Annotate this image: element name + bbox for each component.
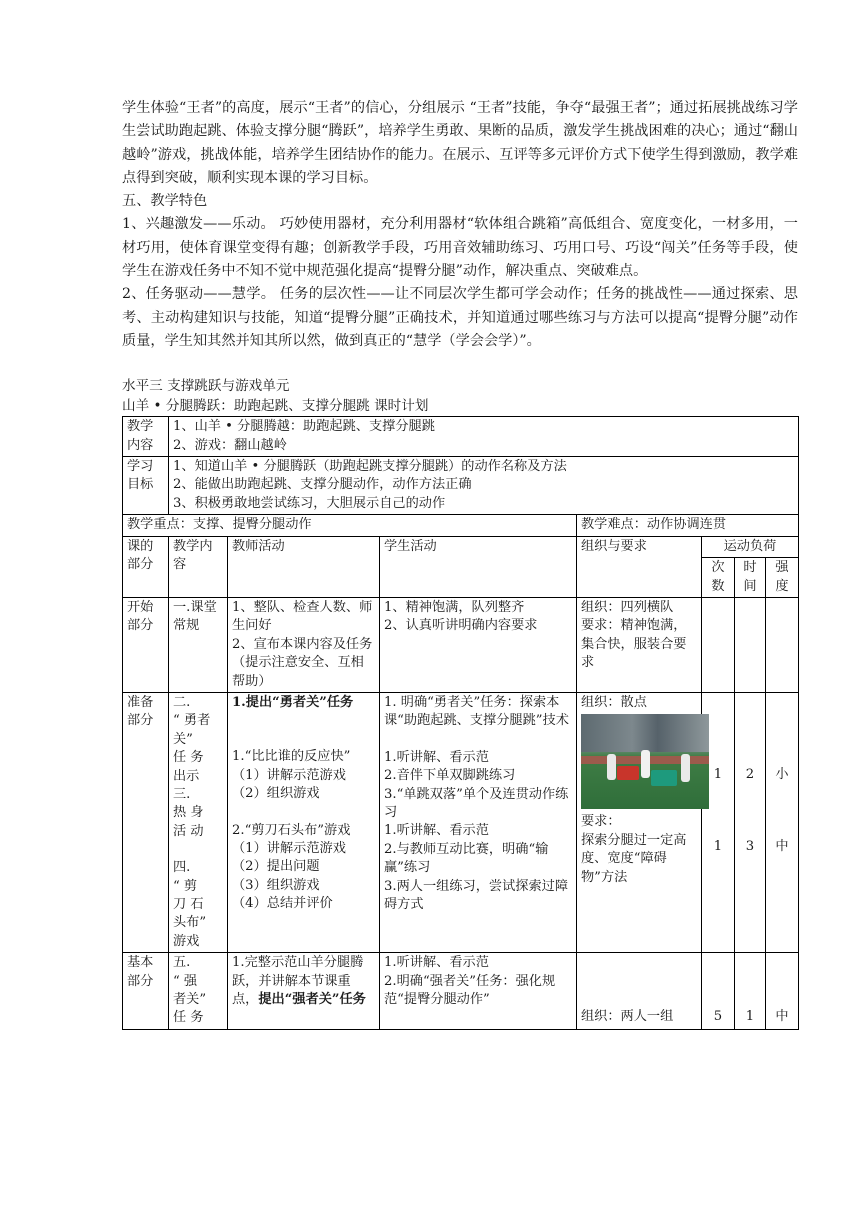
student-line: 2.明确“强者关”任务：强化规范“提臀分腿动作”: [384, 973, 556, 1008]
content-line: 任 务: [173, 1010, 204, 1026]
table-row: [123, 457, 799, 515]
org-line: 探索分腿过一定高度、宽度“障碍物”方法: [581, 832, 687, 885]
class-photo: [581, 714, 709, 809]
header-time: 时间: [735, 558, 766, 598]
feature-paragraph-1: 1、兴趣激发——乐动。 巧妙使用器材，充分利用器材“软体组合跳箱”高低组合、宽度变化，一材多用，一材巧用，使体育课堂变得有趣；创新教学手段，巧用音效辅助练习、巧用口号、巧设“闯关”任务等手段，使学生在游戏任务中不知不觉中规范强化提高“提臀分腿”动作，解决重点、突破难点。: [122, 216, 798, 280]
content-line: 游戏: [173, 933, 200, 949]
content-cell: [169, 692, 228, 952]
content-cell: [169, 953, 228, 1030]
org-cell: [577, 692, 702, 952]
teacher-line: [232, 712, 375, 748]
header-content: 教学内容: [169, 536, 228, 597]
goal-line: 1、知道山羊 • 分腿腾跃（助跑起跳支撑分腿跳）的动作名称及方法: [173, 459, 567, 475]
content-line: 2、游戏：翻山越岭: [173, 437, 287, 453]
student-line: 1.听讲解、看示范: [384, 749, 489, 765]
table-row-start: [123, 597, 799, 692]
student-line: 3.“单跳双落”单个及连贯动作练习: [384, 786, 569, 820]
feature-paragraph-2: 2、任务驱动——慧学。 任务的层次性——让不同层次学生都可学会动作；任务的挑战性——通过探索、思考、主动构建知识与技能，知道“提臀分腿”正确技术，并知道通过哪些练习与方法可以提高“提臀分腿”动作质量，学生知其然并知其所以然，做到真正的“慧学（学会会学）”。: [122, 286, 798, 349]
content-cell: 一.课堂常规: [169, 597, 228, 692]
header-intensity: 强度: [766, 558, 799, 598]
part-cell: 准备部分: [123, 692, 169, 952]
time-value: 3: [745, 839, 755, 855]
header-times: 次数: [702, 558, 735, 598]
intensity-value: 小: [775, 766, 789, 782]
teacher-task-text: 提出“强者关”任务: [258, 992, 366, 1008]
table-header-row: [123, 536, 799, 557]
student-line: 1.听讲解、看示范: [384, 955, 489, 971]
content-line: 三.: [173, 786, 191, 802]
content-line: 五.: [173, 955, 191, 971]
content-line: 出示: [173, 768, 200, 784]
header-student: 学生活动: [380, 536, 577, 597]
time-cell: [735, 692, 766, 952]
org-cell: [577, 597, 702, 692]
document-page: [122, 0, 798, 1030]
content-line: “ 剪: [173, 878, 198, 894]
teacher-line: （2）提出问题: [232, 859, 320, 875]
table-row-prep: [123, 692, 799, 952]
teacher-line: 2.“剪刀石头布”游戏: [232, 822, 351, 838]
time-value: 1: [745, 1009, 755, 1025]
part-cell: 基本部分: [123, 953, 169, 1030]
goal-line: 2、能做出助跑起跳、支撑分腿动作，动作方法正确: [173, 477, 472, 493]
header-org: 组织与要求: [577, 536, 702, 597]
header-part: 课的部分: [123, 536, 169, 597]
times-value: 1: [713, 839, 723, 855]
teacher-line: [232, 804, 375, 822]
student-line: 2.与教师互动比赛，明确“输赢”练习: [384, 841, 549, 876]
org-cell: [577, 953, 702, 1030]
teacher-line: （1）讲解示范游戏: [232, 840, 346, 856]
times-value: 5: [713, 1009, 723, 1025]
org-line: 要求：: [581, 814, 621, 830]
intensity-cell: [766, 692, 799, 952]
intro-paragraph: 学生体验“王者”的高度，展示“王者”的信心，分组展示 “王者”技能，争夺“最强王者”；通过拓展挑战练习学生尝试助跑起跳、体验支撑分腿“腾跃”，培养学生勇敢、果断的品质，激发学生挑战困难的决心；通过“翻山越岭”游戏，挑战体能，培养学生团结协作的能力。在展示、互评等多元评价方式下使学生得到激励，教学难点得到突破，顺利实现本课的学习目标。: [122, 100, 798, 186]
section-heading-features: 五、教学特色: [122, 193, 208, 210]
content-line: 二.: [173, 694, 191, 710]
goal-line: 3、积极勇敢地尝试练习，大胆展示自己的动作: [173, 495, 446, 511]
part-cell: 开始部分: [123, 597, 169, 692]
student-line: [384, 731, 572, 749]
org-line: 要求：精神饱满，集合快，服装合要求: [581, 618, 687, 671]
lesson-plan-title: 山羊 • 分腿腾跃：助跑起跳、支撑分腿跳 课时计划: [122, 398, 429, 415]
teacher-cell: [228, 953, 380, 1030]
content-line: 头布”: [173, 915, 207, 931]
content-line: 热 身: [173, 805, 204, 821]
org-line: 组织：散点: [581, 694, 647, 710]
key-point-cell: 教学重点：支撑、提臀分腿动作: [123, 515, 577, 536]
lesson-plan-table: [122, 416, 799, 1030]
goals-label-cell: 学习目标: [123, 457, 169, 515]
time-value: 2: [745, 766, 755, 782]
times-cell: [702, 597, 735, 692]
org-line: 组织：四列横队: [581, 599, 674, 615]
time-cell: [735, 953, 766, 1030]
table-row: [123, 417, 799, 457]
teacher-line: 1、整队、检查人数、师生问好: [232, 599, 373, 634]
content-line: 活 动: [173, 823, 204, 839]
header-load: 运动负荷: [702, 536, 799, 557]
teacher-text: 1.完整示范山羊分腿腾跃，并讲解本节课重点，: [232, 955, 364, 1008]
content-line: 者关”: [173, 992, 207, 1008]
table-row-basic: [123, 953, 799, 1030]
intensity-cell: [766, 597, 799, 692]
teacher-line: 2、宣布本课内容及任务（提示注意安全、互相帮助）: [232, 636, 373, 689]
teacher-line: （1）讲解示范游戏: [232, 767, 346, 783]
teacher-task-line: 1.提出“勇者关”任务: [232, 694, 354, 710]
content-line: “ 勇者关”: [173, 713, 211, 747]
teacher-line: （3）组织游戏: [232, 877, 320, 893]
content-line: 1、山羊 • 分腿腾越：助跑起跳、支撑分腿跳: [173, 419, 435, 435]
times-value: 1: [713, 766, 723, 782]
header-teacher: 教师活动: [228, 536, 380, 597]
time-cell: [735, 597, 766, 692]
intensity-value: 中: [775, 1009, 789, 1025]
unit-title: 水平三 支撑跳跃与游戏单元: [122, 378, 290, 395]
content-line: [173, 841, 223, 859]
student-line: 1、精神饱满，队列整齐: [384, 599, 525, 615]
content-line: 刀 石: [173, 897, 204, 913]
student-cell: [380, 597, 577, 692]
teacher-cell: [228, 597, 380, 692]
content-cell: [169, 417, 799, 457]
teacher-cell: [228, 692, 380, 952]
student-cell: [380, 692, 577, 952]
difficulty-cell: 教学难点：动作协调连贯: [577, 515, 799, 536]
goals-cell: [169, 457, 799, 515]
teacher-line: （4）总结并评价: [232, 896, 333, 912]
content-line: 四.: [173, 860, 191, 876]
teacher-line: （2）组织游戏: [232, 786, 320, 802]
student-line: 2、认真听讲明确内容要求: [384, 618, 538, 634]
student-line: 1.听讲解、看示范: [384, 823, 489, 839]
student-line: 2.音伴下单双脚跳练习: [384, 768, 516, 784]
content-line: “ 强: [173, 973, 198, 989]
table-row: [123, 515, 799, 536]
intensity-cell: [766, 953, 799, 1030]
student-line: 3.两人一组练习，尝试探索过障碍方式: [384, 878, 569, 913]
student-line: 1. 明确“勇者关”任务：探索本课“助跑起跳、支撑分腿跳”技术: [384, 694, 569, 729]
content-line: 任 务: [173, 750, 204, 766]
teacher-line: 1.“比比谁的反应快”: [232, 749, 351, 765]
org-line: 组织：两人一组: [581, 1009, 674, 1025]
intensity-value: 中: [775, 839, 789, 855]
times-cell: [702, 953, 735, 1030]
content-label-cell: 教学内容: [123, 417, 169, 457]
student-cell: [380, 953, 577, 1030]
